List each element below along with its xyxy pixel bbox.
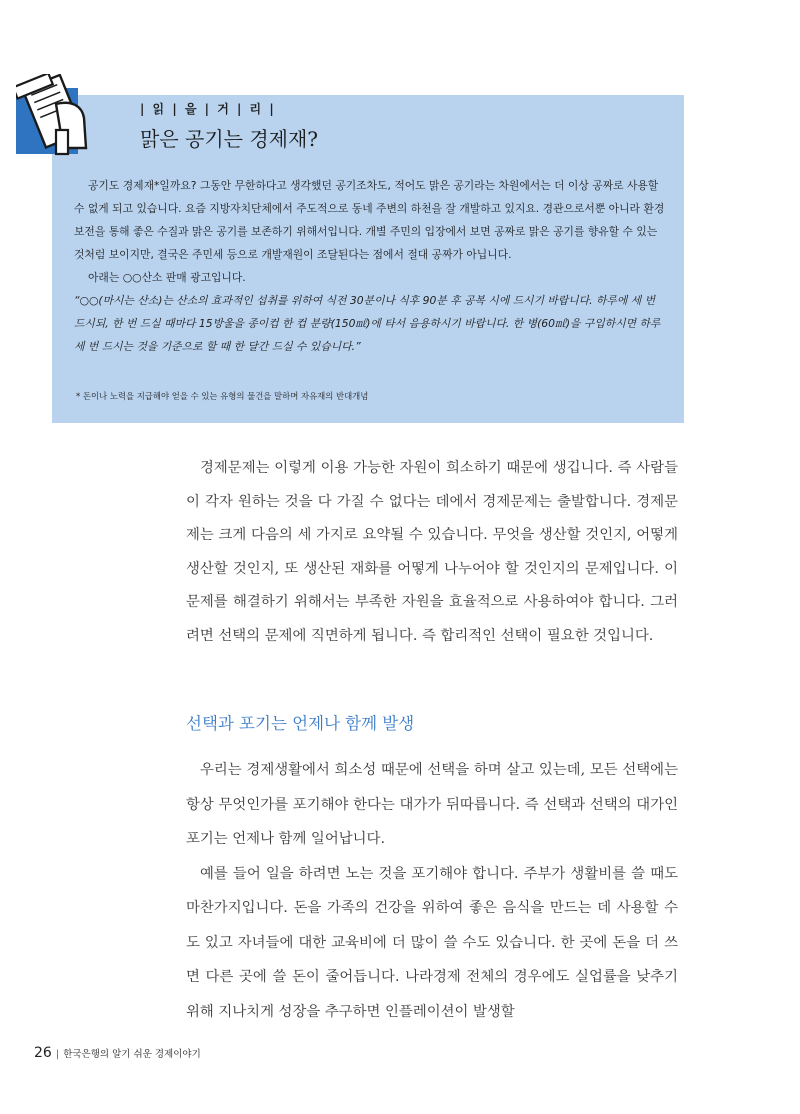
body-paragraph: 경제문제는 이렇게 이용 가능한 자원이 희소하기 때문에 생깁니다. 즉 사람들이 각자 원하는 것을 다 가질 수 없다는 데에서 경제문제는 출발합니다. 경제문제는 크게 다음의 세 가지로 요약될 수 있습니다. 무엇을 생산할 것인지, 어떻게 생산할 것인지, 또 생산된 재화를 어떻게 나누어야 할 것인지의 문제입니다. 이 문제를 해결하기 위해서는 부족한 자원을 효율적으로 사용하여야 합니다. 그러려면 선택의 문제에 직면하게 됩니다. 즉 합리적인 선택이 필요한 것입니다. xyxy=(186,460,678,644)
reading-box-footnote: * 돈이나 노력을 지급해야 얻을 수 있는 유형의 물건을 말하며 자유재의 반대개념 xyxy=(76,391,369,401)
section-heading: 선택과 포기는 언제나 함께 발생 xyxy=(186,714,415,733)
reading-box-paragraph: 공기도 경제재*일까요? 그동안 무한하다고 생각했던 공기조차도, 적어도 맑은 공기라는 차원에서는 더 이상 공짜로 사용할 수 없게 되고 있습니다. 요즘 지방자치단체에서 주도적으로 동네 주변의 하천을 잘 개발하고 있지요. 경관으로서뿐 아니라 환경보전을 통해 좋은 수질과 맑은 공기를 보존하기 위해서입니다. 개별 주민의 입장에서 보면 공짜로 맑은 공기를 향유할 수 있는 것처럼 보이지만, 결국은 주민세 등으로 개발재원이 조달된다는 점에서 절대 공짜가 아닙니다. xyxy=(74,179,665,261)
body-paragraph: 우리는 경제생활에서 희소성 때문에 선택을 하며 살고 있는데, 모든 선택에는 항상 무엇인가를 포기해야 한다는 대가가 뒤따릅니다. 즉 선택과 선택의 대가인 포기는 언제나 함께 일어납니다. xyxy=(186,762,678,847)
main-text-block-2 xyxy=(186,753,678,1029)
body-paragraph: 예를 들어 일을 하려면 노는 것을 포기해야 합니다. 주부가 생활비를 쓸 때도 마찬가지입니다. 돈을 가족의 건강을 위하여 좋은 음식을 만드는 데 사용할 수도 있고 자녀들에 대한 교육비에 더 많이 쓸 수도 있습니다. 한 곳에 돈을 더 쓰면 다른 곳에 쓸 돈이 줄어듭니다. 나라경제 전체의 경우에도 실업률을 낮추기 위해 지나치게 성장을 추구하면 인플레이션이 발생할 xyxy=(186,865,678,1020)
page-footer xyxy=(34,1045,201,1061)
reading-box-paragraph: 아래는 ○○산소 판매 광고입니다. xyxy=(88,271,246,284)
footer-separator: | xyxy=(55,1049,60,1060)
main-text-block xyxy=(186,452,678,653)
reading-box-kicker: | 읽 | 을 | 거 | 리 | xyxy=(140,102,276,116)
reading-box-body xyxy=(74,174,666,358)
book-title: 한국은행의 알기 쉬운 경제이야기 xyxy=(63,1049,201,1060)
reading-box-title: 맑은 공기는 경제재? xyxy=(140,127,318,151)
reading-box-quote: “○○(마시는 산소)는 산소의 효과적인 섭취를 위하여 식전 30분이나 식후 90분 후 공복 시에 드시기 바랍니다. 하루에 세 번 드시되, 한 번 드실 때마다 15방울을 종이컵 한 컵 분량(150㎖)에 타서 음용하시기 바랍니다. 한 병(60㎖)을 구입하시면 하루 세 번 드시는 것을 기준으로 할 때 한 달간 드실 수 있습니다.” xyxy=(74,294,661,353)
book-reading-icon xyxy=(16,74,92,160)
page-number: 26 xyxy=(34,1045,52,1061)
